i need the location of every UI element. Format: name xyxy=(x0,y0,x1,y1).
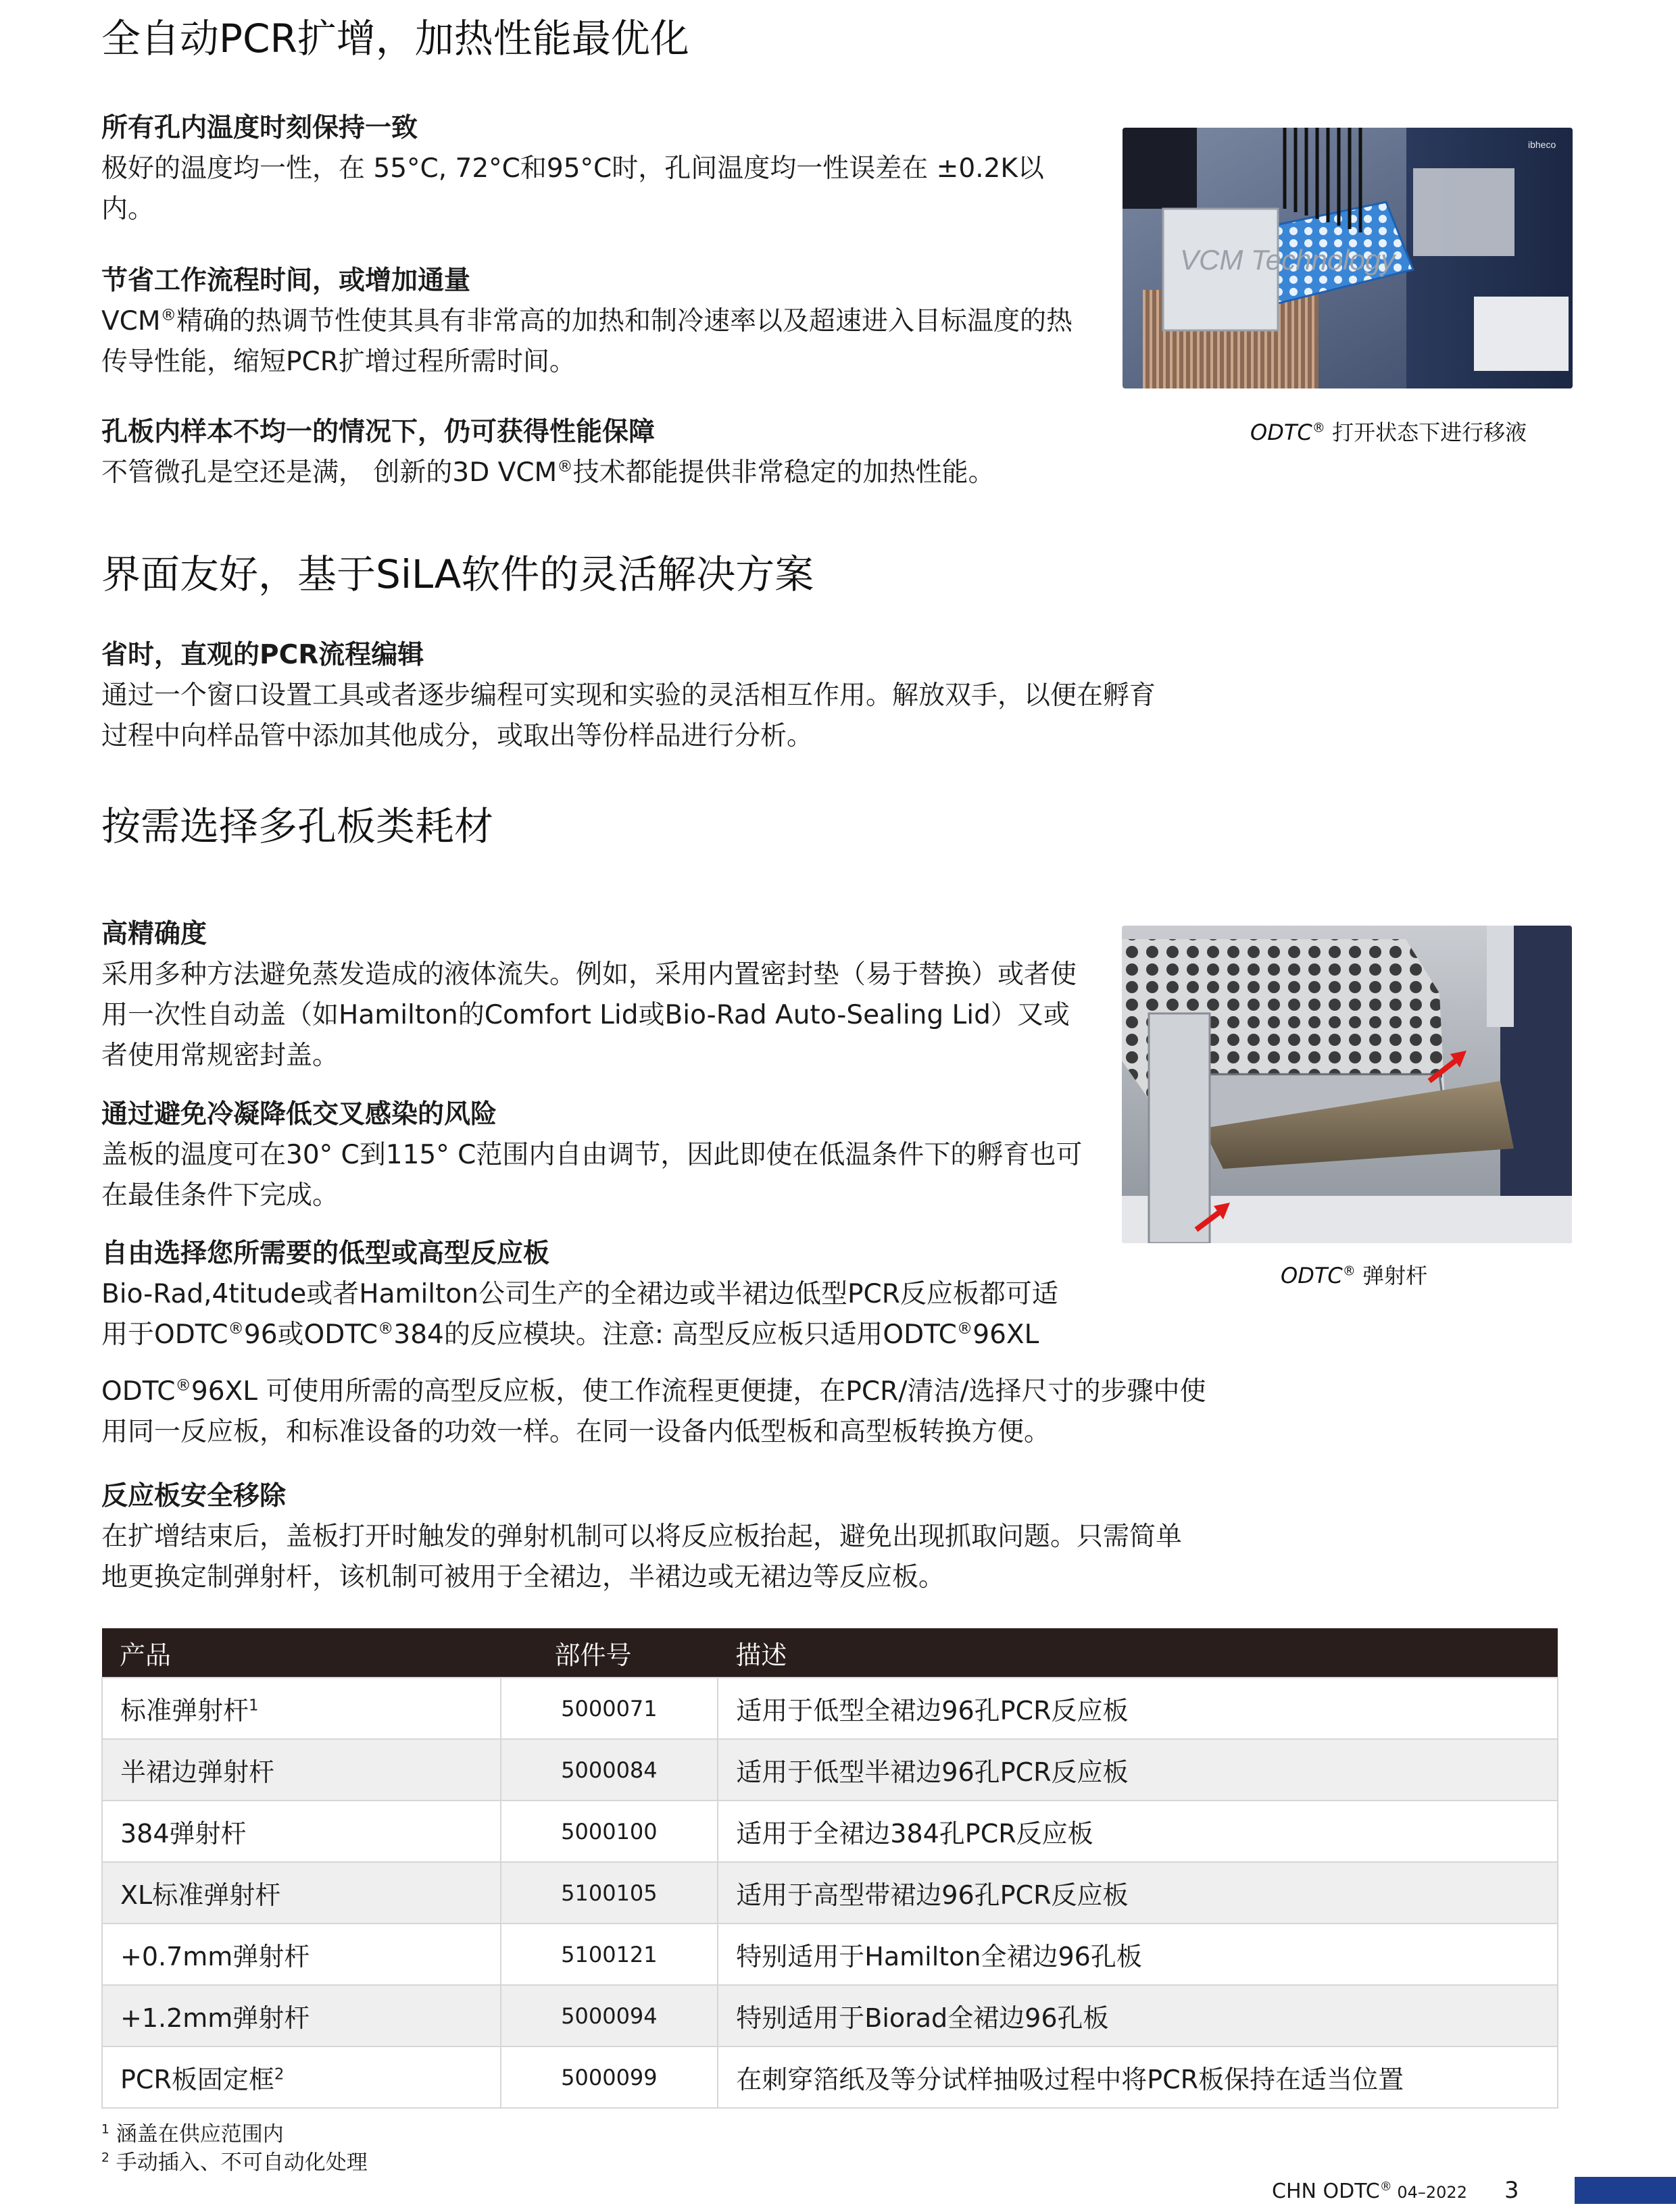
table-header-row xyxy=(102,1628,1558,1678)
feature-text-line: 用于ODTC®96或ODTC®384的反应模块。注意: 高型反应板只适用ODTC®96XL xyxy=(101,1319,1039,1350)
feature-text: 盖板的温度可在30° C到115° C范围内自由调节，因此即使在低温条件下的孵育也可在最佳条件下完成。 xyxy=(101,1140,1083,1211)
feature-text: 不管微孔是空还是满， 创新的3D VCM®技术都能提供非常稳定的加热性能。 xyxy=(101,457,995,488)
description-cell: 特别适用于Hamilton全裙边96孔板 xyxy=(718,1924,1558,1985)
table-row xyxy=(102,1801,1558,1862)
part-number-cell: 5000084 xyxy=(501,1739,718,1801)
feature-title: 孔板内样本不均一的情况下，仍可获得性能保障 xyxy=(101,417,656,447)
column-header-product: 产品 xyxy=(102,1628,501,1678)
product-cell: XL标准弹射杆 xyxy=(102,1862,501,1924)
column-header-description: 描述 xyxy=(718,1628,1558,1678)
feature-uniformity xyxy=(101,108,1061,230)
column-header-part-number: 部件号 xyxy=(501,1628,718,1678)
feature-safe-removal xyxy=(101,1476,1196,1598)
feature-title: 自由选择您所需要的低型或高型反应板 xyxy=(101,1238,550,1269)
footer-accent-bar xyxy=(1575,2177,1676,2204)
photo-caption-pipetting: ODTC® 打开状态下进行移液 xyxy=(1250,420,1527,445)
feature-text: 极好的温度均一性，在 55°C, 72°C和95°C时，孔间温度均一性误差在 ±0.2K以内。 xyxy=(101,153,1044,224)
product-cell: +0.7mm弹射杆 xyxy=(102,1924,501,1985)
feature-title: 高精确度 xyxy=(101,919,207,949)
part-number-cell: 5100121 xyxy=(501,1924,718,1985)
feature-title: 通过避免冷凝降低交叉感染的风险 xyxy=(101,1099,497,1130)
description-cell: 适用于高型带裙边96孔PCR反应板 xyxy=(718,1862,1558,1924)
feature-title: 反应板安全移除 xyxy=(101,1481,287,1511)
vcm-label: VCM Technology xyxy=(1180,244,1396,276)
feature-text: 采用多种方法避免蒸发造成的液体流失。例如，采用内置密封垫（易于替换）或者使用一次性自动盖（如Hamilton的Comfort Lid或Bio-Rad Auto-Sealing Lid）又或者使用常规密封盖。 xyxy=(101,959,1077,1071)
feature-text: 通过一个窗口设置工具或者逐步编程可实现和实验的灵活相互作用。解放双手，以便在孵育过程中向样品管中添加其他成分，或取出等份样品进行分析。 xyxy=(101,680,1156,751)
product-cell: 标准弹射杆$^1$ xyxy=(102,1678,501,1739)
feature-text: VCM®精确的热调节性使其具有非常高的加热和制冷速率以及超速进入目标温度的热传导性能，缩短PCR扩增过程所需时间。 xyxy=(101,305,1073,377)
description-cell: 特别适用于Biorad全裙边96孔板 xyxy=(718,1985,1558,2046)
feature-text: 在扩增结束后，盖板打开时触发的弹射机制可以将反应板抬起，避免出现抓取问题。只需简单地更换定制弹射杆，该机制可被用于全裙边，半裙边或无裙边等反应板。 xyxy=(101,1522,1183,1592)
part-number-cell: 5100105 xyxy=(501,1862,718,1924)
feature-performance xyxy=(101,412,1115,493)
section-title-consumables: 按需选择多孔板类耗材 xyxy=(101,803,494,849)
table-row xyxy=(102,1985,1558,2046)
table-row xyxy=(102,1739,1558,1801)
description-cell: 适用于低型全裙边96孔PCR反应板 xyxy=(718,1678,1558,1739)
svg-text:ibheco: ibheco xyxy=(1528,139,1556,150)
table-row xyxy=(102,1924,1558,1985)
table-row xyxy=(102,1678,1558,1739)
product-cell: +1.2mm弹射杆 xyxy=(102,1985,501,2046)
feature-title: 所有孔内温度时刻保持一致 xyxy=(101,113,418,143)
section-title-software: 界面友好，基于SiLA软件的灵活解决方案 xyxy=(101,551,814,597)
feature-96xl xyxy=(101,1372,1210,1453)
ejector-photo xyxy=(1122,926,1572,1243)
feature-pcr-editing xyxy=(101,635,1156,757)
feature-workflow-time xyxy=(101,261,1088,382)
feature-title: 省时，直观的PCR流程编辑 xyxy=(101,640,424,670)
feature-text-line: Bio-Rad,4titude或者Hamilton公司生产的全裙边或半裙边低型PCR反应板都可适 xyxy=(101,1279,1058,1309)
description-cell: 适用于全裙边384孔PCR反应板 xyxy=(718,1801,1558,1862)
product-cell: PCR板固定框$^2$ xyxy=(102,2046,501,2108)
feature-condensation xyxy=(101,1095,1095,1216)
page-number: 3 xyxy=(1504,2177,1519,2204)
photo-caption-ejector: ODTC® 弹射杆 xyxy=(1281,1263,1428,1288)
part-number-cell: 5000094 xyxy=(501,1985,718,2046)
part-number-cell: 5000099 xyxy=(501,2046,718,2108)
part-number-cell: 5000100 xyxy=(501,1801,718,1862)
description-cell: 在刺穿箔纸及等分试样抽吸过程中将PCR板保持在适当位置 xyxy=(718,2046,1558,2108)
part-number-cell: 5000071 xyxy=(501,1678,718,1739)
feature-text: ODTC®96XL 可使用所需的高型反应板，使工作流程更便捷，在PCR/清洁/选择尺寸的步骤中使用同一反应板，和标准设备的功效一样。在同一设备内低型板和高型板转换方便。 xyxy=(101,1376,1206,1447)
footnote-2: $^2$ 手动插入、不可自动化处理 xyxy=(101,2151,368,2175)
table-row xyxy=(102,1862,1558,1924)
feature-precision xyxy=(101,914,1095,1076)
footnote-1: $^1$ 涵盖在供应范围内 xyxy=(101,2122,284,2146)
section-title-heating: 全自动PCR扩增，加热性能最优化 xyxy=(101,16,689,61)
table-row xyxy=(102,2046,1558,2108)
parts-table xyxy=(101,1628,1558,2109)
odtc-pipetting-photo xyxy=(1123,128,1573,388)
feature-title: 节省工作流程时间，或增加通量 xyxy=(101,266,471,296)
product-cell: 半裙边弹射杆 xyxy=(102,1739,501,1801)
product-cell: 384弹射杆 xyxy=(102,1801,501,1862)
feature-plate-choice xyxy=(101,1234,1129,1355)
description-cell: 适用于低型半裙边96孔PCR反应板 xyxy=(718,1739,1558,1801)
document-code: CHN ODTC® 04–2022 xyxy=(1272,2180,1467,2203)
